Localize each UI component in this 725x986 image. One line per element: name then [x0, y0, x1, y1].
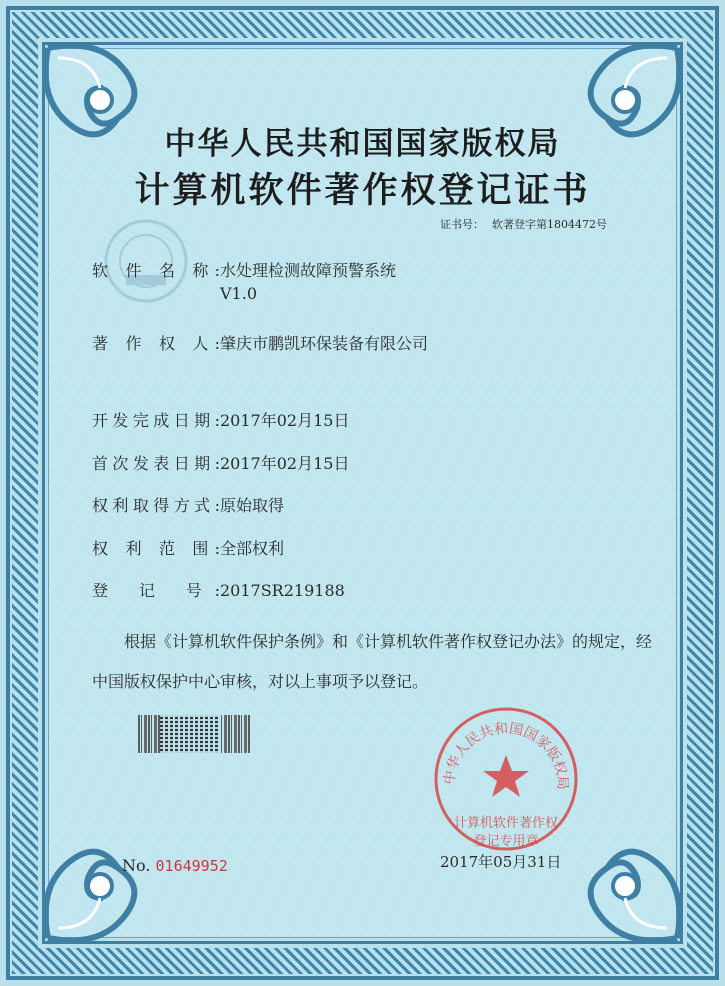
- legal-statement: 根据《计算机软件保护条例》和《计算机软件著作权登记办法》的规定，经中国版权保护中心审核，对以上事项予以登记。: [92, 632, 653, 691]
- serial-prefix: No.: [122, 856, 151, 875]
- first-publish-value: 2017年02月15日: [220, 454, 350, 473]
- owner-value: 肇庆市鹏凯环保装备有限公司: [220, 334, 429, 353]
- scope-value: 全部权利: [220, 539, 285, 558]
- seal-line-2: 登记专用章: [473, 834, 539, 849]
- reg-no-value: 2017SR219188: [220, 581, 345, 600]
- dev-complete-label: 开发完成日期:: [92, 411, 220, 430]
- field-first-publish-date: [92, 451, 349, 474]
- certificate-number-label: 证书号：: [440, 218, 484, 231]
- reg-no-label: 登 记 号:: [92, 581, 220, 600]
- field-software-name: [92, 258, 396, 303]
- acquire-method-label: 权利取得方式:: [92, 496, 220, 515]
- acquire-method-value: 原始取得: [220, 496, 285, 515]
- certificate-number-value: 软著登字第1804472号: [492, 218, 607, 231]
- scope-label: 权 利 范 围:: [92, 539, 220, 558]
- seal-arc-text: 中华人民共和国国家版权局: [441, 720, 571, 791]
- field-owner: [92, 331, 428, 354]
- dev-complete-value: 2017年02月15日: [220, 411, 350, 430]
- issue-date: 2017年05月31日: [440, 853, 562, 871]
- software-name-label: 软 件 名 称:: [92, 261, 220, 280]
- field-registration-number: [92, 578, 345, 601]
- software-version: V1.0: [220, 284, 257, 303]
- software-name-value: 水处理检测故障预警系统: [220, 261, 397, 280]
- field-rights-scope: [92, 536, 284, 559]
- qr-code-icon: [160, 715, 220, 753]
- certificate-number: [440, 216, 607, 232]
- field-dev-complete-date: [92, 408, 349, 431]
- field-acquire-method: [92, 493, 284, 516]
- corner-ornament-bottom-left: [38, 818, 168, 948]
- seal-line-1: 计算机软件著作权: [453, 816, 558, 831]
- issuer-title: 中华人民共和国国家版权局: [164, 126, 561, 162]
- first-publish-label: 首次发表日期:: [92, 454, 220, 473]
- serial-number-value: 01649952: [155, 857, 228, 875]
- owner-label: 著 作 权 人:: [92, 334, 220, 353]
- serial-number: [122, 856, 228, 875]
- certificate-title: 计算机软件著作权登记证书: [134, 170, 591, 211]
